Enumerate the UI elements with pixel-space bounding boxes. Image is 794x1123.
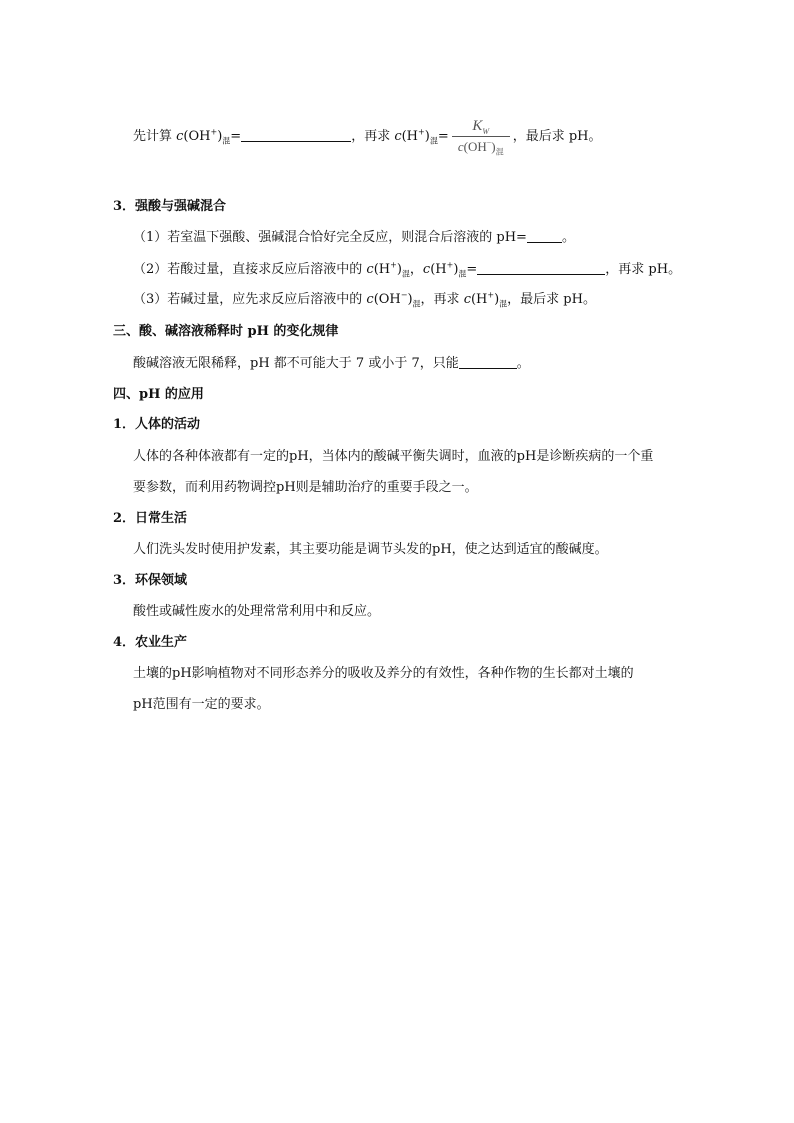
text: （2）若酸过量，直接求反应后溶液中的 bbox=[133, 262, 367, 277]
text: (OH bbox=[463, 139, 487, 154]
text: ，最后求 pH。 bbox=[507, 292, 596, 307]
paragraph-line: 人们洗头发时使用护发素，其主要功能是调节头发的pH，使之达到适宜的酸碱度。 bbox=[133, 542, 608, 557]
paragraph-line bbox=[133, 355, 530, 373]
text: ) bbox=[494, 292, 500, 307]
subsection-heading: 3．环保领域 bbox=[113, 573, 188, 588]
paragraph-line bbox=[133, 229, 575, 247]
var-c: c bbox=[394, 129, 402, 144]
superscript: + bbox=[446, 260, 454, 270]
fill-in-blank[interactable] bbox=[241, 128, 351, 142]
text: ) bbox=[491, 139, 496, 154]
var-c: c bbox=[463, 292, 471, 307]
subsection-heading: 1．人体的活动 bbox=[113, 417, 201, 432]
text: ) bbox=[407, 292, 413, 307]
text: = bbox=[437, 129, 449, 144]
text: （1）若室温下强酸、强碱混合恰好完全反应，则混合后溶液的 pH= bbox=[133, 230, 527, 245]
subscript: 混 bbox=[401, 269, 410, 279]
subsection-heading: 4．农业生产 bbox=[113, 635, 188, 650]
text: = bbox=[230, 129, 242, 144]
var-c: c bbox=[457, 139, 464, 154]
fraction-numerator bbox=[466, 117, 495, 136]
text: (OH bbox=[373, 292, 401, 307]
text: = bbox=[466, 262, 478, 277]
text: (H bbox=[401, 129, 419, 144]
var-c: c bbox=[366, 262, 374, 277]
text: (H bbox=[430, 262, 447, 277]
paragraph-line: 酸性或碱性废水的处理常常利用中和反应。 bbox=[133, 604, 381, 619]
text: 先计算 bbox=[133, 129, 177, 144]
fraction-denominator bbox=[458, 137, 504, 156]
paragraph-line bbox=[133, 291, 596, 309]
text: ) bbox=[396, 262, 402, 277]
var-c: c bbox=[366, 292, 374, 307]
formula-line bbox=[133, 117, 602, 156]
text: ，再求 bbox=[351, 129, 395, 144]
text: (OH bbox=[183, 129, 211, 144]
text: ， bbox=[409, 262, 423, 277]
section-heading: 3．强酸与强碱混合 bbox=[113, 199, 227, 214]
text: 酸碱溶液无限稀释，pH 都不可能大于 7 或小于 7，只能 bbox=[133, 356, 459, 371]
subscript: 混 bbox=[499, 299, 508, 309]
paragraph-line bbox=[133, 261, 681, 279]
subscript: 混 bbox=[429, 136, 438, 146]
text: 。 bbox=[516, 356, 530, 371]
paragraph-line: 要参数，而利用药物调控pH则是辅助治疗的重要手段之一。 bbox=[133, 480, 478, 495]
superscript: + bbox=[390, 260, 397, 270]
superscript: − bbox=[486, 138, 492, 148]
subscript: W bbox=[482, 127, 490, 136]
text: K bbox=[472, 118, 483, 134]
paragraph-line: 土壤的pH影响植物对不同形态养分的吸收及养分的有效性，各种作物的生长都对土壤的 bbox=[133, 666, 634, 681]
text: ) bbox=[217, 129, 223, 144]
section-heading: 四、pH 的应用 bbox=[113, 387, 204, 402]
superscript: + bbox=[210, 127, 218, 137]
superscript: − bbox=[400, 290, 408, 300]
fill-in-blank[interactable] bbox=[477, 261, 605, 275]
text: ，再求 bbox=[420, 292, 464, 307]
text: ，最后求 pH。 bbox=[512, 129, 602, 144]
text: (H bbox=[470, 292, 488, 307]
text: ) bbox=[424, 129, 430, 144]
subscript: 混 bbox=[458, 269, 467, 279]
subscript: 混 bbox=[495, 147, 504, 157]
text: (H bbox=[373, 262, 391, 277]
text: ，再求 pH。 bbox=[605, 262, 682, 277]
var-c: c bbox=[422, 262, 431, 277]
subscript: 混 bbox=[412, 299, 421, 309]
fill-in-blank[interactable] bbox=[527, 229, 562, 243]
text: （3）若碱过量，应先求反应后溶液中的 bbox=[133, 292, 367, 307]
paragraph-line: pH范围有一定的要求。 bbox=[133, 697, 270, 712]
subsection-heading: 2．日常生活 bbox=[113, 511, 188, 526]
subscript: 混 bbox=[222, 136, 231, 146]
fill-in-blank[interactable] bbox=[459, 355, 517, 369]
superscript: + bbox=[418, 127, 425, 137]
paragraph-line: 人体的各种体液都有一定的pH，当体内的酸碱平衡失调时，血液的pH是诊断疾病的一个重 bbox=[133, 449, 654, 464]
fraction bbox=[452, 117, 510, 156]
superscript: + bbox=[487, 290, 495, 300]
text: 。 bbox=[561, 230, 575, 245]
var-c: c bbox=[176, 129, 184, 144]
section-heading: 三、酸、碱溶液稀释时 pH 的变化规律 bbox=[113, 324, 339, 339]
text: ) bbox=[453, 262, 459, 277]
